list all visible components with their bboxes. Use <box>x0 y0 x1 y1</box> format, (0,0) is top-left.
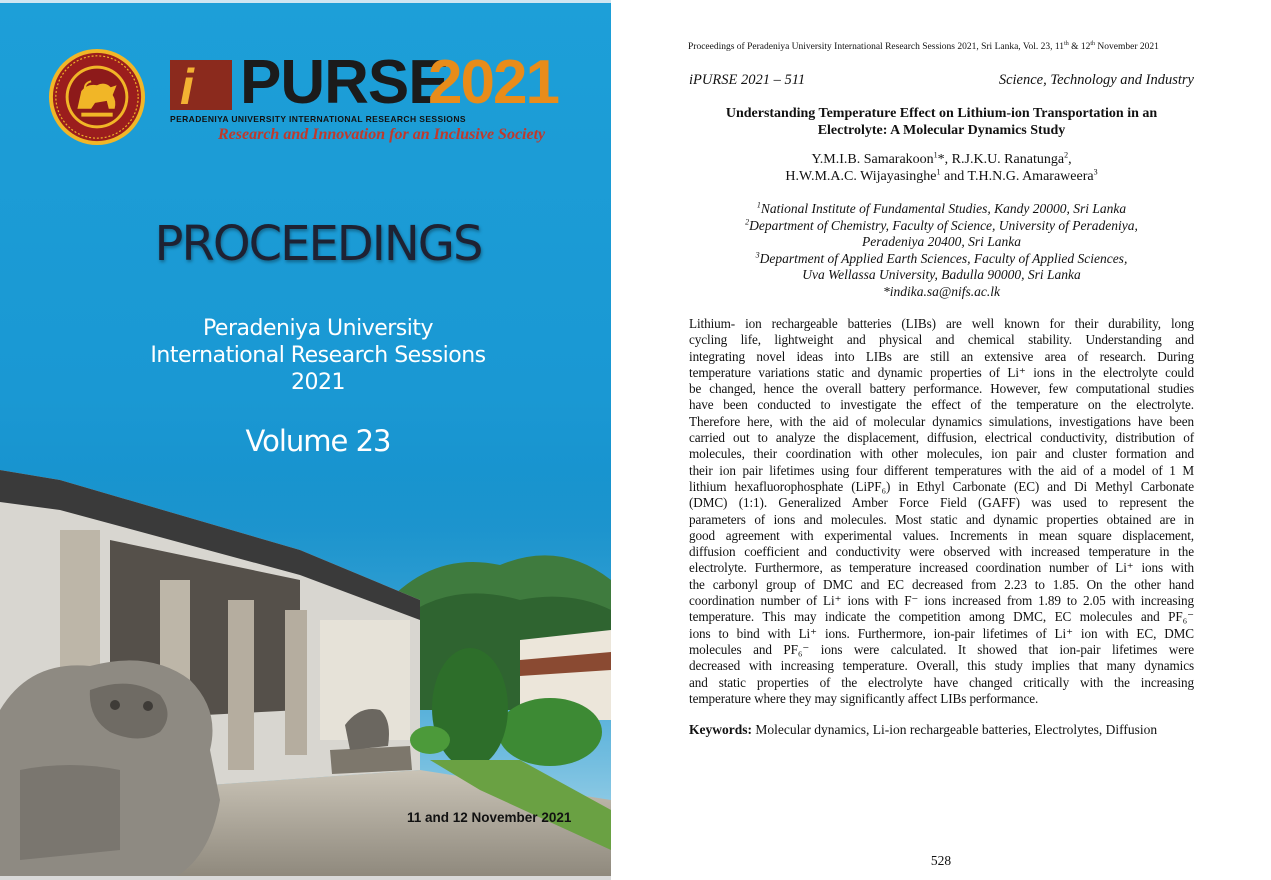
ipurse-logo <box>170 48 558 156</box>
author-list: Y.M.I.B. Samarakoon$^1$*, R.J.K.U. Ranatunga$^2$, H.W.M.A.C. Wijayasinghe$^1$ and T.H.N.G. Amaraweera$^3$ <box>785 150 1098 184</box>
abstract-line: ions to bind with Li⁺ ions. Furthermore, ion-pair lifetimes of Li⁺ ion with EC, DMC <box>689 625 1194 641</box>
cover-title: PROCEEDINGS <box>154 216 482 272</box>
abstract-line: and static properties of the electrolyte have changed critically with the increasing <box>689 674 1194 690</box>
abstract-line: their ion pair lifetimes using four different temperatures with the aid of a model of 1 M <box>689 462 1194 478</box>
ipurse-logo-year: 2021 <box>428 48 558 117</box>
abstract-line: molecules and PF₆⁻ ions were calculated. It showed that ion-pair lifetimes were <box>689 641 1194 657</box>
abstract-line: coordination number of Li⁺ ions with F⁻ ions increased from 1.89 to 2.05 with increasing <box>689 593 1194 609</box>
affiliations: $^1$National Institute of Fundamental Studies, Kandy 20000, Sri Lanka $^2$Department of Chemistry, Faculty of Science, University of Peradeniya, Peradeniya 20400, Sri Lanka $^3$Department of Applied Earth Sciences, Faculty of Applied Sciences, Uva Wellassa University, Badulla 90000, Sri Lanka *indika.sa@nifs.ac.lk <box>689 201 1194 301</box>
ipurse-logo-tagline: Research and Innovation for an Inclusive Society <box>218 126 546 143</box>
abstract-line: lithium hexafluorophosphate (LiPF₆) in Ethyl Carbonate (EC) and Di Methyl Carbonate <box>689 478 1194 494</box>
abstract-line: good agreement with experimental values. Increments in mean square displacement, <box>689 527 1194 543</box>
abstract-line: temperature where they may significantly affect LIBs performance. <box>689 690 1039 706</box>
proceedings-cover <box>0 0 611 880</box>
abstract-line: Therefore here, with the aid of molecular dynamics simulations, investigations have been <box>689 413 1194 429</box>
abstract-line: cycling life, lightweight and physical and chemical stability. Understanding and <box>689 332 1194 348</box>
abstract-line: temperature. This may indicate the competition among DMC, EC molecules and PF₆⁻ <box>689 609 1194 625</box>
ipurse-logo-mark: i <box>170 60 232 110</box>
paper-title: Understanding Temperature Effect on Lithium-ion Transportation in an Electrolyte: A Molecular Dynamics Study <box>725 106 1158 138</box>
ipurse-logo-wordmark: PURSE <box>240 48 449 117</box>
abstract-body <box>689 316 1194 707</box>
abstract-line: be changed, hence the overall battery performance. However, few computational studies <box>689 381 1194 397</box>
cover-line-1: Peradeniya University <box>202 316 434 341</box>
university-seal-icon <box>48 48 146 146</box>
abstract-line: decreased with increasing temperature. Overall, this study implies that many dynamics <box>689 658 1194 674</box>
abstract-line: diffusion coefficient and conductivity were observed with increased temperature in the <box>689 544 1194 560</box>
abstract-line: integrating novel ideas into LIBs are still an extensive area of research. During <box>689 348 1194 364</box>
cover-bottom-border <box>0 876 611 880</box>
abstract-line: Lithium- ion rechargeable batteries (LIBs) are well known for their durability, long <box>689 316 1194 331</box>
page-number: 528 <box>930 853 952 868</box>
abstract-page <box>611 0 1271 880</box>
cover-line-3: 2021 <box>291 370 345 395</box>
abstract-line: carried out to analyze the displacement, diffusion, electrical conductivity, distribution of <box>689 430 1194 446</box>
abstract-line: the carbonyl group of DMC and EC decreased from 2.23 to 1.85. On the other hand <box>689 576 1194 592</box>
abstract-line: have been conducted to investigate the effect of the temperature on the electrolyte. <box>689 397 1194 413</box>
paper-id: iPURSE 2021 – 511 <box>689 72 806 88</box>
corresponding-email: *indika.sa@nifs.ac.lk <box>882 283 1001 299</box>
abstract-line: (DMC) (1:1). Generalized Amber Force Field (GAFF) was used to represent the <box>689 495 1194 511</box>
abstract-line: parameters of ions and molecules. Most static and dynamic properties obtained are in <box>689 511 1194 527</box>
ipurse-logo-subtitle: PERADENIYA UNIVERSITY INTERNATIONAL RESEARCH SESSIONS <box>170 114 466 124</box>
abstract-line: electrolyte. Furthermore, as temperature increased coordination number of Li⁺ ions with <box>689 560 1194 576</box>
cover-top-border <box>0 0 611 3</box>
cover-date: 11 and 12 November 2021 <box>407 810 572 825</box>
cover-volume: Volume 23 <box>245 424 391 458</box>
cover-line-2: International Research Sessions <box>150 343 486 368</box>
abstract-line: molecules, their coordination with other molecules, ion pair and cluster formation and <box>689 446 1194 462</box>
paper-category: Science, Technology and Industry <box>998 72 1194 88</box>
running-head: Proceedings of Peradeniya University International Research Sessions 2021, Sri Lanka, Vol. 23, 11th & 12th November 2021 <box>688 40 1159 52</box>
abstract-line: temperature variations static and dynamic properties of Li⁺ ions in the electrolyte could <box>689 364 1194 380</box>
keywords: Keywords: Molecular dynamics, Li-ion rechargeable batteries, Electrolytes, Diffusion <box>689 722 1158 737</box>
